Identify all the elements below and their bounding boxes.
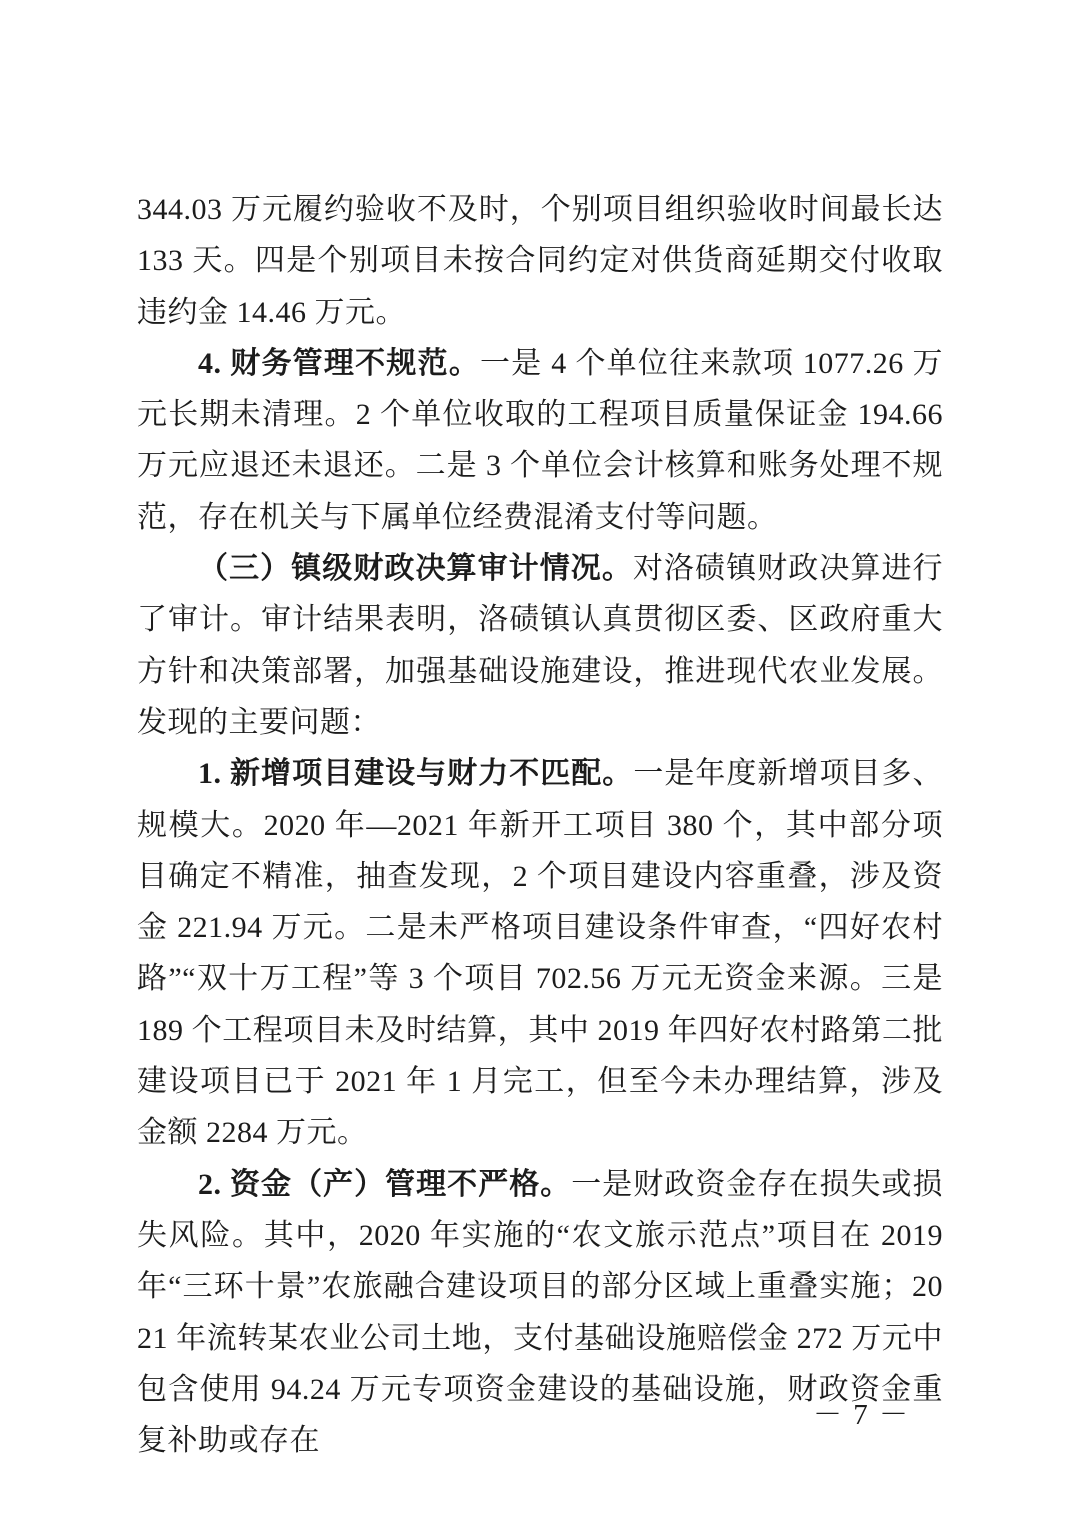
body-text-block — [137, 184, 943, 1466]
page-number: － 7 － — [812, 1399, 910, 1431]
paragraph-text: 对洛碛镇财政决算进行了审计。审计结果表明，洛碛镇认真贯彻区委、区政府重大方针和决策部署，加强基础设施建设，推进现代农业发展。发现的主要问题： — [137, 552, 944, 739]
paragraph-lead-heading: （三）镇级财政决算审计情况。 — [198, 552, 633, 586]
paragraph-text: 一是年度新增项目多、规模大。2020 年—2021 年新开工项目 380 个，其中部分项目确定不精准，抽查发现，2 个项目建设内容重叠，涉及资金 221.94 万元。二是未严格项目建设条件审查，“四好农村路”“双十万工程”等 3 个项目 702.56 万元无资金来源。三是 189 个工程项目未及时结算，其中 2019 年四好农村路第二批建设项目已于 2021 年 1 月完工，但至今未办理结算，涉及金额 2284 万元。 — [137, 757, 944, 1150]
paragraph-lead-heading: 2. 资金（产）管理不严格。 — [198, 1167, 572, 1201]
section-3-town-fiscal-audit — [137, 543, 943, 748]
paragraph-text: 344.03 万元履约验收不及时，个别项目组织验收时间最长达 133 天。四是个别项目未按合同约定对供货商延期交付收取违约金 14.46 万元。 — [137, 193, 943, 329]
item-1-new-projects-mismatch — [137, 748, 943, 1158]
paragraph-lead-heading: 1. 新增项目建设与财力不匹配。 — [198, 757, 634, 791]
paragraph-lead-heading: 4. 财务管理不规范。 — [198, 346, 481, 380]
paragraph-text: 一是 4 个单位往来款项 1077.26 万元长期未清理。2 个单位收取的工程项目质量保证金 194.66 万元应退还未退还。二是 3 个单位会计核算和账务处理不规范，存在机关与下属单位经费混淆支付等问题。 — [137, 346, 944, 534]
carryover-paragraph — [137, 184, 943, 338]
item-4-finance-management — [137, 338, 943, 543]
paragraph-text: 一是财政资金存在损失或损失风险。其中，2020 年实施的“农文旅示范点”项目在 2019 年“三环十景”农旅融合建设项目的部分区域上重叠实施；2021 年流转某农业公司土地，支付基础设施赔偿金 272 万元中包含使用 94.24 万元专项资金建设的基础设施，财政资金重复补助或存在 — [137, 1167, 944, 1458]
